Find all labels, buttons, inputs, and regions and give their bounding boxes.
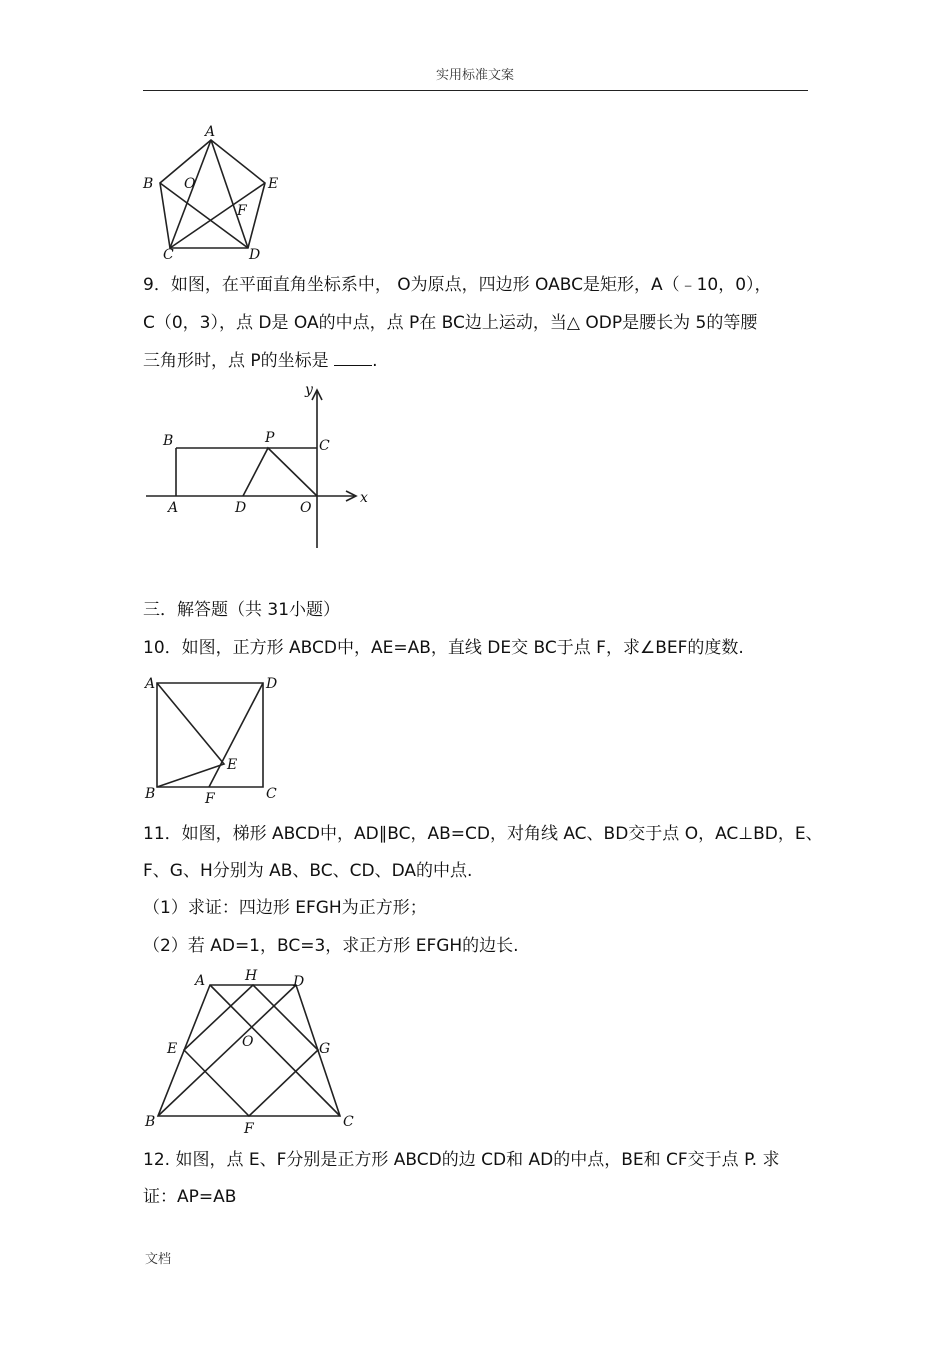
axis-label-x: x bbox=[360, 490, 368, 506]
q9-line-3-end: . bbox=[372, 351, 378, 371]
q12-line-1: 12. 如图，点 E、F分别是正方形 ABCD的边 CD和 AD的中点，BE和 CF交于点 P. 求 bbox=[143, 1150, 780, 1170]
pentagon-label-b: B bbox=[143, 176, 154, 192]
coord-label-o: O bbox=[300, 500, 312, 516]
q9-line-3 bbox=[143, 349, 813, 373]
q11-part-2: （2）若 AD=1，BC=3，求正方形 EFGH的边长. bbox=[143, 936, 519, 956]
page-footer: 文档 bbox=[145, 1252, 172, 1267]
square-label-c: C bbox=[266, 786, 277, 802]
square-label-f: F bbox=[205, 791, 215, 807]
q11-line-1: 11．如图，梯形 ABCD中，AD∥BC，AB=CD，对角线 AC、BD交于点 O，AC⊥BD，E、 bbox=[143, 824, 823, 844]
coord-label-p: P bbox=[265, 430, 275, 446]
square-abcd bbox=[157, 683, 263, 787]
trapezoid-label-c: C bbox=[343, 1114, 354, 1130]
q9-line-3-text: 三角形时，点 P的坐标是 bbox=[143, 351, 329, 371]
q11-part-1: （1）求证：四边形 EFGH为正方形； bbox=[143, 898, 427, 918]
page-header: 实用标准文案 bbox=[435, 68, 514, 83]
coord-label-a: A bbox=[168, 500, 179, 516]
trapezoid-label-d: D bbox=[293, 974, 305, 990]
square-efgh bbox=[184, 985, 318, 1116]
section-heading: 三．解答题（共 31小题） bbox=[143, 600, 341, 620]
coord-label-d: D bbox=[235, 500, 247, 516]
square-label-b: B bbox=[145, 786, 156, 802]
trapezoid-label-g: G bbox=[319, 1041, 331, 1057]
answer-blank bbox=[334, 349, 372, 366]
q9-line-2: C（0，3），点 D是 OA的中点，点 P在 BC边上运动，当△ ODP是腰长为 5的等腰 bbox=[143, 313, 758, 333]
q9-line-1: 9．如图，在平面直角坐标系中， O为原点，四边形 OABC是矩形，A（﹣10，0）， bbox=[143, 275, 772, 295]
q12-line-2: 证：AP=AB bbox=[143, 1187, 237, 1207]
coordinate-figure bbox=[140, 378, 380, 553]
pentagon-label-d: D bbox=[249, 247, 261, 263]
pentagon-diagonals bbox=[160, 140, 265, 248]
coord-label-c: C bbox=[319, 438, 330, 454]
square-label-e: E bbox=[227, 757, 238, 773]
pentagon-figure bbox=[138, 118, 288, 263]
trapezoid-label-b: B bbox=[145, 1114, 156, 1130]
triangle-odp bbox=[243, 448, 317, 496]
pentagon-label-f: F bbox=[237, 203, 247, 219]
square-construction-lines bbox=[157, 683, 263, 787]
square-figure bbox=[140, 670, 285, 810]
pentagon-label-a: A bbox=[205, 124, 216, 140]
q10-line-1: 10．如图，正方形 ABCD中，AE=AB，直线 DE交 BC于点 F，求∠BEF的度数. bbox=[143, 638, 744, 658]
trapezoid-label-f: F bbox=[244, 1121, 254, 1137]
axis-label-y: y bbox=[305, 382, 313, 398]
trapezoid-label-e: E bbox=[167, 1041, 178, 1057]
trapezoid-figure bbox=[140, 962, 365, 1137]
square-label-a: A bbox=[145, 676, 156, 692]
header-divider bbox=[143, 90, 808, 91]
trapezoid-label-a: A bbox=[195, 973, 206, 989]
pentagon-label-c: C bbox=[163, 247, 174, 263]
q11-line-2: F、G、H分别为 AB、BC、CD、DA的中点. bbox=[143, 861, 473, 881]
coordinate-axes bbox=[146, 390, 356, 548]
pentagon-label-o: O bbox=[184, 176, 196, 192]
coord-label-b: B bbox=[163, 433, 174, 449]
pentagon-label-e: E bbox=[268, 176, 279, 192]
trapezoid-label-o: O bbox=[242, 1034, 254, 1050]
trapezoid-label-h: H bbox=[245, 968, 258, 984]
square-label-d: D bbox=[266, 676, 278, 692]
